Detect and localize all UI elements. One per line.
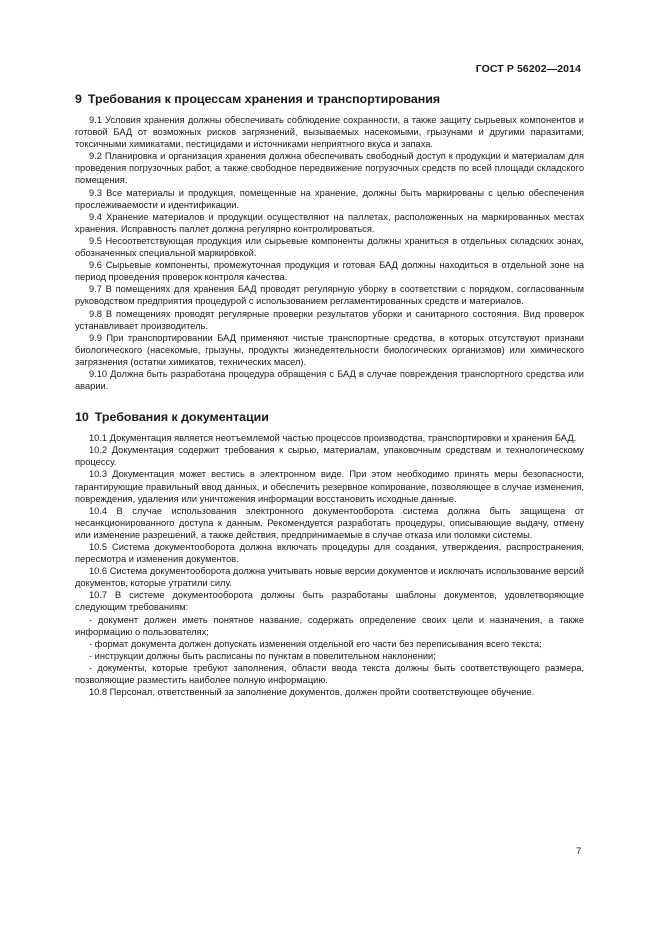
paragraph-10-8: 10.8 Персонал, ответственный за заполнение документов, должен пройти соответствующее обучение. bbox=[89, 687, 535, 698]
paragraph-9-3: 9.3 Все материалы и продукция, помещенные на хранение, должны быть маркированы с целью обеспечения прослеживаемости и идентификации. bbox=[75, 187, 584, 210]
page-number: 7 bbox=[576, 846, 582, 857]
paragraph-9-9: 9.9 При транспортировании БАД применяют чистые транспортные средства, в которых отсутствуют признаки биологического (насекомые, грызуны, продукты жизнедеятельности биологических организмов) или химического загрязнения (остатки химикатов, технических масел). bbox=[75, 332, 584, 367]
paragraph-10-4: 10.4 В случае использования электронного документооборота система должна быть защищена от несанкционированного доступа к данным. Рекомендуется разработать процедуры, описывающие выдачу, отмену или изменение разрешений, а также действия, предпринимаемые в случае отказа или поломки системы. bbox=[75, 505, 584, 540]
list-item-1: - документ должен иметь понятное название, содержать определение своих цели и назначения, а также информацию о пользователях; bbox=[75, 614, 584, 637]
section-10-number: 10 bbox=[75, 410, 89, 425]
section-10 bbox=[75, 409, 584, 698]
paragraph-9-4: 9.4 Хранение материалов и продукции осуществляют на паллетах, расположенных на маркированных местах хранения. Исправность паллет должна регулярно контролироваться. bbox=[75, 211, 584, 234]
paragraph-10-6: 10.6 Система документооборота должна учитывать новые версии документов и исключать использование версий документов, которые утратили силу. bbox=[75, 566, 584, 589]
section-10-title: Требования к документации bbox=[94, 410, 269, 425]
list-item-4: - документы, которые требуют заполнения, области ввода текста должны быть соответствующего размера, позволяющие разместить наиболее полную информацию. bbox=[75, 662, 584, 686]
section-9-heading bbox=[75, 91, 584, 107]
list-item-2: - формат документа должен допускать изменения отдельной его части без переписывания всего текста; bbox=[89, 638, 542, 649]
paragraph-9-6: 9.6 Сырьевые компоненты, промежуточная продукция и готовая БАД должны находиться в отдельной зоне на период проведения проверок контроля качества. bbox=[75, 260, 584, 283]
paragraph-9-7: 9.7 В помещениях для хранения БАД проводят регулярную уборку в соответствии с порядком, согласованным руководством предприятия процедурой с использованием регламентированных средств и материалов. bbox=[75, 284, 584, 307]
section-9 bbox=[75, 91, 584, 392]
section-9-title: Требования к процессам хранения и транспортирования bbox=[87, 92, 441, 106]
paragraph-10-5: 10.5 Система документооборота должна включать процедуры для создания, утверждения, распространения, пересмотра и изменения документов. bbox=[75, 542, 584, 565]
paragraph-10-3: 10.3 Документация может вестись в электронном виде. При этом необходимо принять меры безопасности, гарантирующие правильный ввод данных, и обеспечить резервное копирование, позволяющее в случае изменения, повреждения, удаления или уничтожения информации восстановить исходные данные. bbox=[75, 469, 584, 504]
paragraph-9-5: 9.5 Несоответствующая продукция или сырьевые компоненты должны храниться в отдельных складских зонах, обозначенных специальной маркировкой. bbox=[75, 235, 584, 259]
section-9-number: 9 bbox=[75, 92, 82, 106]
standard-number: ГОСТ Р 56202—2014 bbox=[475, 63, 581, 75]
paragraph-10-1: 10.1 Документация является неотъемлемой частью процессов производства, транспортировки и хранения БАД. bbox=[89, 433, 577, 444]
paragraph-9-1: 9.1 Условия хранения должны обеспечивать соблюдение сохранности, а также защиту сырьевых компонентов и готовой БАД от возможных рисков загрязнений, вызываемых насекомыми, грызунами и другими паразитами, токсичными химикатами, пестицидами и источниками неприятного вкуса и запаха. bbox=[75, 115, 584, 150]
section-10-heading bbox=[75, 409, 584, 425]
paragraph-9-2: 9.2 Планировка и организация хранения должна обеспечивать свободный доступ к продукции и материалам для проведения погрузочных работ, а также свободное передвижение погрузочных средств по всей площади складского помещения. bbox=[75, 151, 584, 186]
paragraph-10-7: 10.7 В системе документооборота должны быть разработаны шаблоны документов, удовлетворяющие следующим требованиям: bbox=[75, 590, 584, 613]
paragraph-9-8: 9.8 В помещениях проводят регулярные проверки результатов уборки и санитарного состояния. Вид проверок устанавливает производитель. bbox=[75, 308, 584, 331]
page-content bbox=[75, 91, 584, 698]
list-item-3: - инструкции должны быть расписаны по пунктам в повелительном наклонении; bbox=[89, 650, 436, 661]
paragraph-10-2: 10.2 Документация содержит требования к сырью, материалам, упаковочным средствам и технологическому процессу. bbox=[75, 445, 584, 468]
paragraph-9-10: 9.10 Должна быть разработана процедура обращения с БАД в случае повреждения транспортного средства или аварии. bbox=[75, 368, 584, 392]
